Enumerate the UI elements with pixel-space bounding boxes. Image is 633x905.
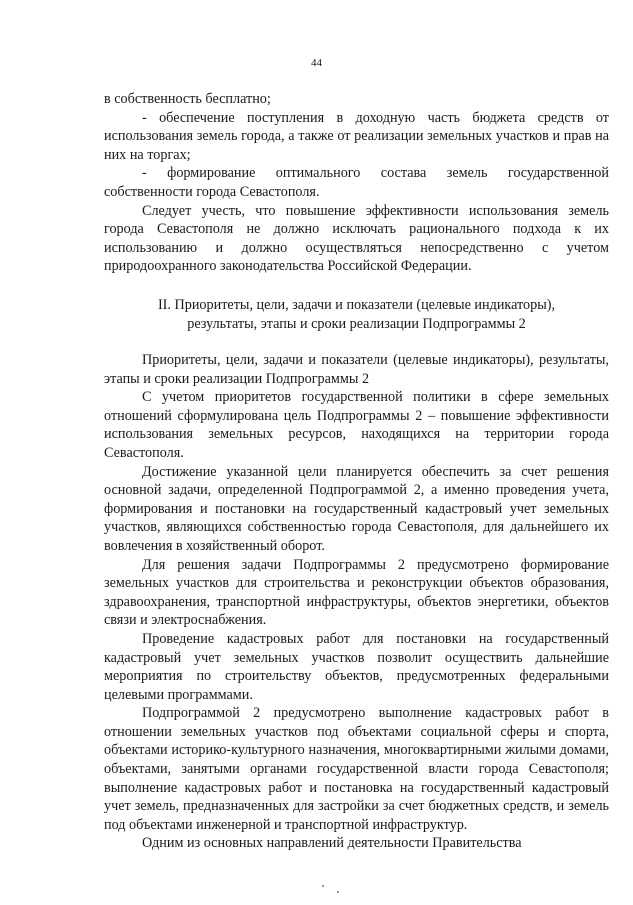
section-heading-line: II. Приоритеты, цели, задачи и показатели (целевые индикаторы),	[157, 297, 556, 313]
paragraph: Для решения задачи Подпрограммы 2 предусмотрено формирование земельных участков для строительства и реконструкции объектов образования, здравоохранения, транспортной инфраструктуры, объектов энергетики, объектов связи и электроснабжения.	[104, 556, 609, 629]
paragraph: в собственность бесплатно;	[104, 91, 271, 107]
page-number: 44	[311, 57, 322, 69]
paragraph: - формирование оптимального состава земель государственной собственности города Севастополя.	[104, 165, 609, 200]
scan-speck	[322, 885, 324, 887]
section-heading	[104, 296, 609, 333]
section-heading-line: результаты, этапы и сроки реализации Подпрограммы 2	[187, 315, 526, 332]
scan-speck	[337, 891, 339, 893]
paragraph: Одним из основных направлений деятельности Правительства	[142, 835, 522, 852]
paragraph: С учетом приоритетов государственной политики в сфере земельных отношений сформулирована цель Подпрограммы 2 – повышение эффективности использования земельных ресурсов, находящихся на территории города Севастополя.	[104, 389, 609, 461]
paragraph: - обеспечение поступления в доходную часть бюджета средств от использования земель города, а также от реализации земельных участков и прав на них на торгах;	[104, 109, 609, 163]
paragraph: Приоритеты, цели, задачи и показатели (целевые индикаторы), результаты, этапы и сроки реализации Подпрограммы 2	[104, 352, 609, 387]
paragraph: Достижение указанной цели планируется обеспечить за счет решения основной задачи, определенной Подпрограммой 2, а именно проведения учета, формирования и постановки на государственный кадастровый учет земельных участков, являющихся собственностью города Севастополя, для дальнейшего их вовлечения в хозяйственный оборот.	[104, 463, 609, 554]
paragraph: Проведение кадастровых работ для постановки на государственный кадастровый учет земельных участков позволит осуществить дальнейшие мероприятия по строительству объектов, предусмотренных федеральными целевыми программами.	[104, 630, 609, 703]
paragraph: Подпрограммой 2 предусмотрено выполнение кадастровых работ в отношении земельных участков под объектами социальной сферы и спорта, объектами историко-культурного назначения, многоквартирными жилыми домами, объектами, занятыми органами государственной власти города Севастополя; выполнение кадастровых работ и постановка на государственный кадастровый учет земель, предназначенных для застройки за счет бюджетных средств, и земель под объектами инженерной и транспортной инфраструктур.	[104, 705, 609, 833]
paragraph: Следует учесть, что повышение эффективности использования земель города Севастополя не должно исключать рационального подхода к их использованию и должно осуществляться непосредственно с учетом природоохранного законодательства Российской Федерации.	[104, 202, 609, 275]
text-block-top	[104, 90, 609, 276]
text-block-main	[104, 351, 609, 853]
